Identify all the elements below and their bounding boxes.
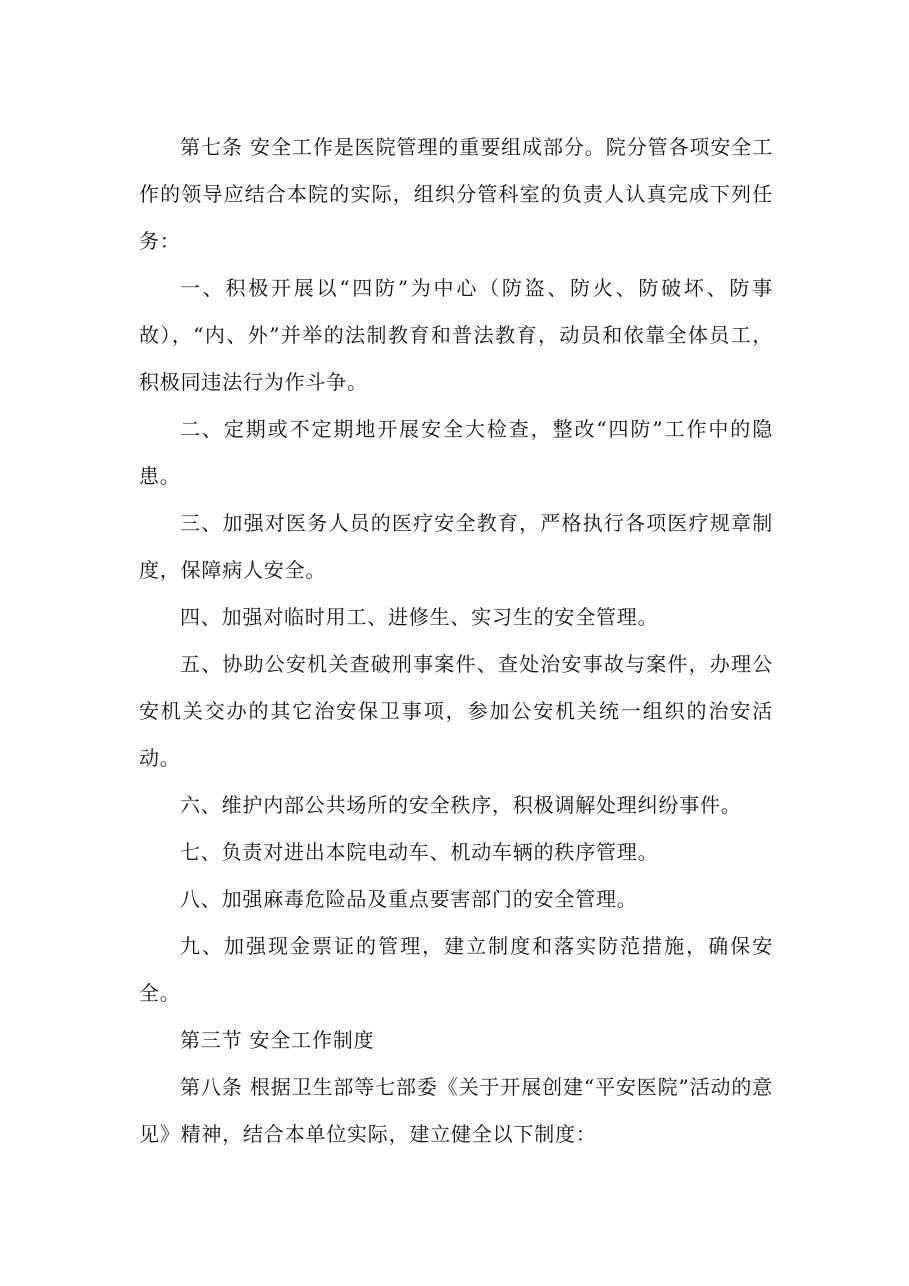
- task-6-paragraph: 六、维护内部公共场所的安全秩序，积极调解处理纠纷事件。: [180, 793, 742, 817]
- task-5-paragraph: 五、协助公安机关查破刑事案件、查处治安事故与案件，办理公安机关交办的其它治安保卫事项，参加公安机关统一组织的治安活动。: [139, 652, 773, 770]
- task-1-paragraph: 一、积极开展以“四防”为中心（防盗、防火、防破坏、防事故），“内、外”并举的法制教育和普法教育，动员和依靠全体员工，积极同违法行为作斗争。: [139, 276, 773, 394]
- document-body: [139, 124, 773, 1158]
- task-7-paragraph: 七、负责对进出本院电动车、机动车辆的秩序管理。: [180, 840, 659, 864]
- task-2-paragraph: 二、定期或不定期地开展安全大检查，整改“四防”工作中的隐患。: [139, 417, 773, 488]
- task-3-paragraph: 三、加强对医务人员的医疗安全教育，严格执行各项医疗规章制度，保障病人安全。: [139, 511, 773, 582]
- article-8-paragraph: 第八条 根据卫生部等七部委《关于开展创建“平安医院”活动的意见》精神，结合本单位实际，建立健全以下制度：: [139, 1075, 773, 1146]
- task-4-paragraph: 四、加强对临时用工、进修生、实习生的安全管理。: [180, 605, 659, 629]
- task-9-paragraph: 九、加强现金票证的管理，建立制度和落实防范措施，确保安全。: [139, 934, 773, 1005]
- section-3-heading: 第三节 安全工作制度: [180, 1028, 375, 1052]
- task-8-paragraph: 八、加强麻毒危险品及重点要害部门的安全管理。: [180, 887, 638, 911]
- article-7-paragraph: 第七条 安全工作是医院管理的重要组成部分。院分管各项安全工作的领导应结合本院的实际，组织分管科室的负责人认真完成下列任务：: [139, 135, 773, 253]
